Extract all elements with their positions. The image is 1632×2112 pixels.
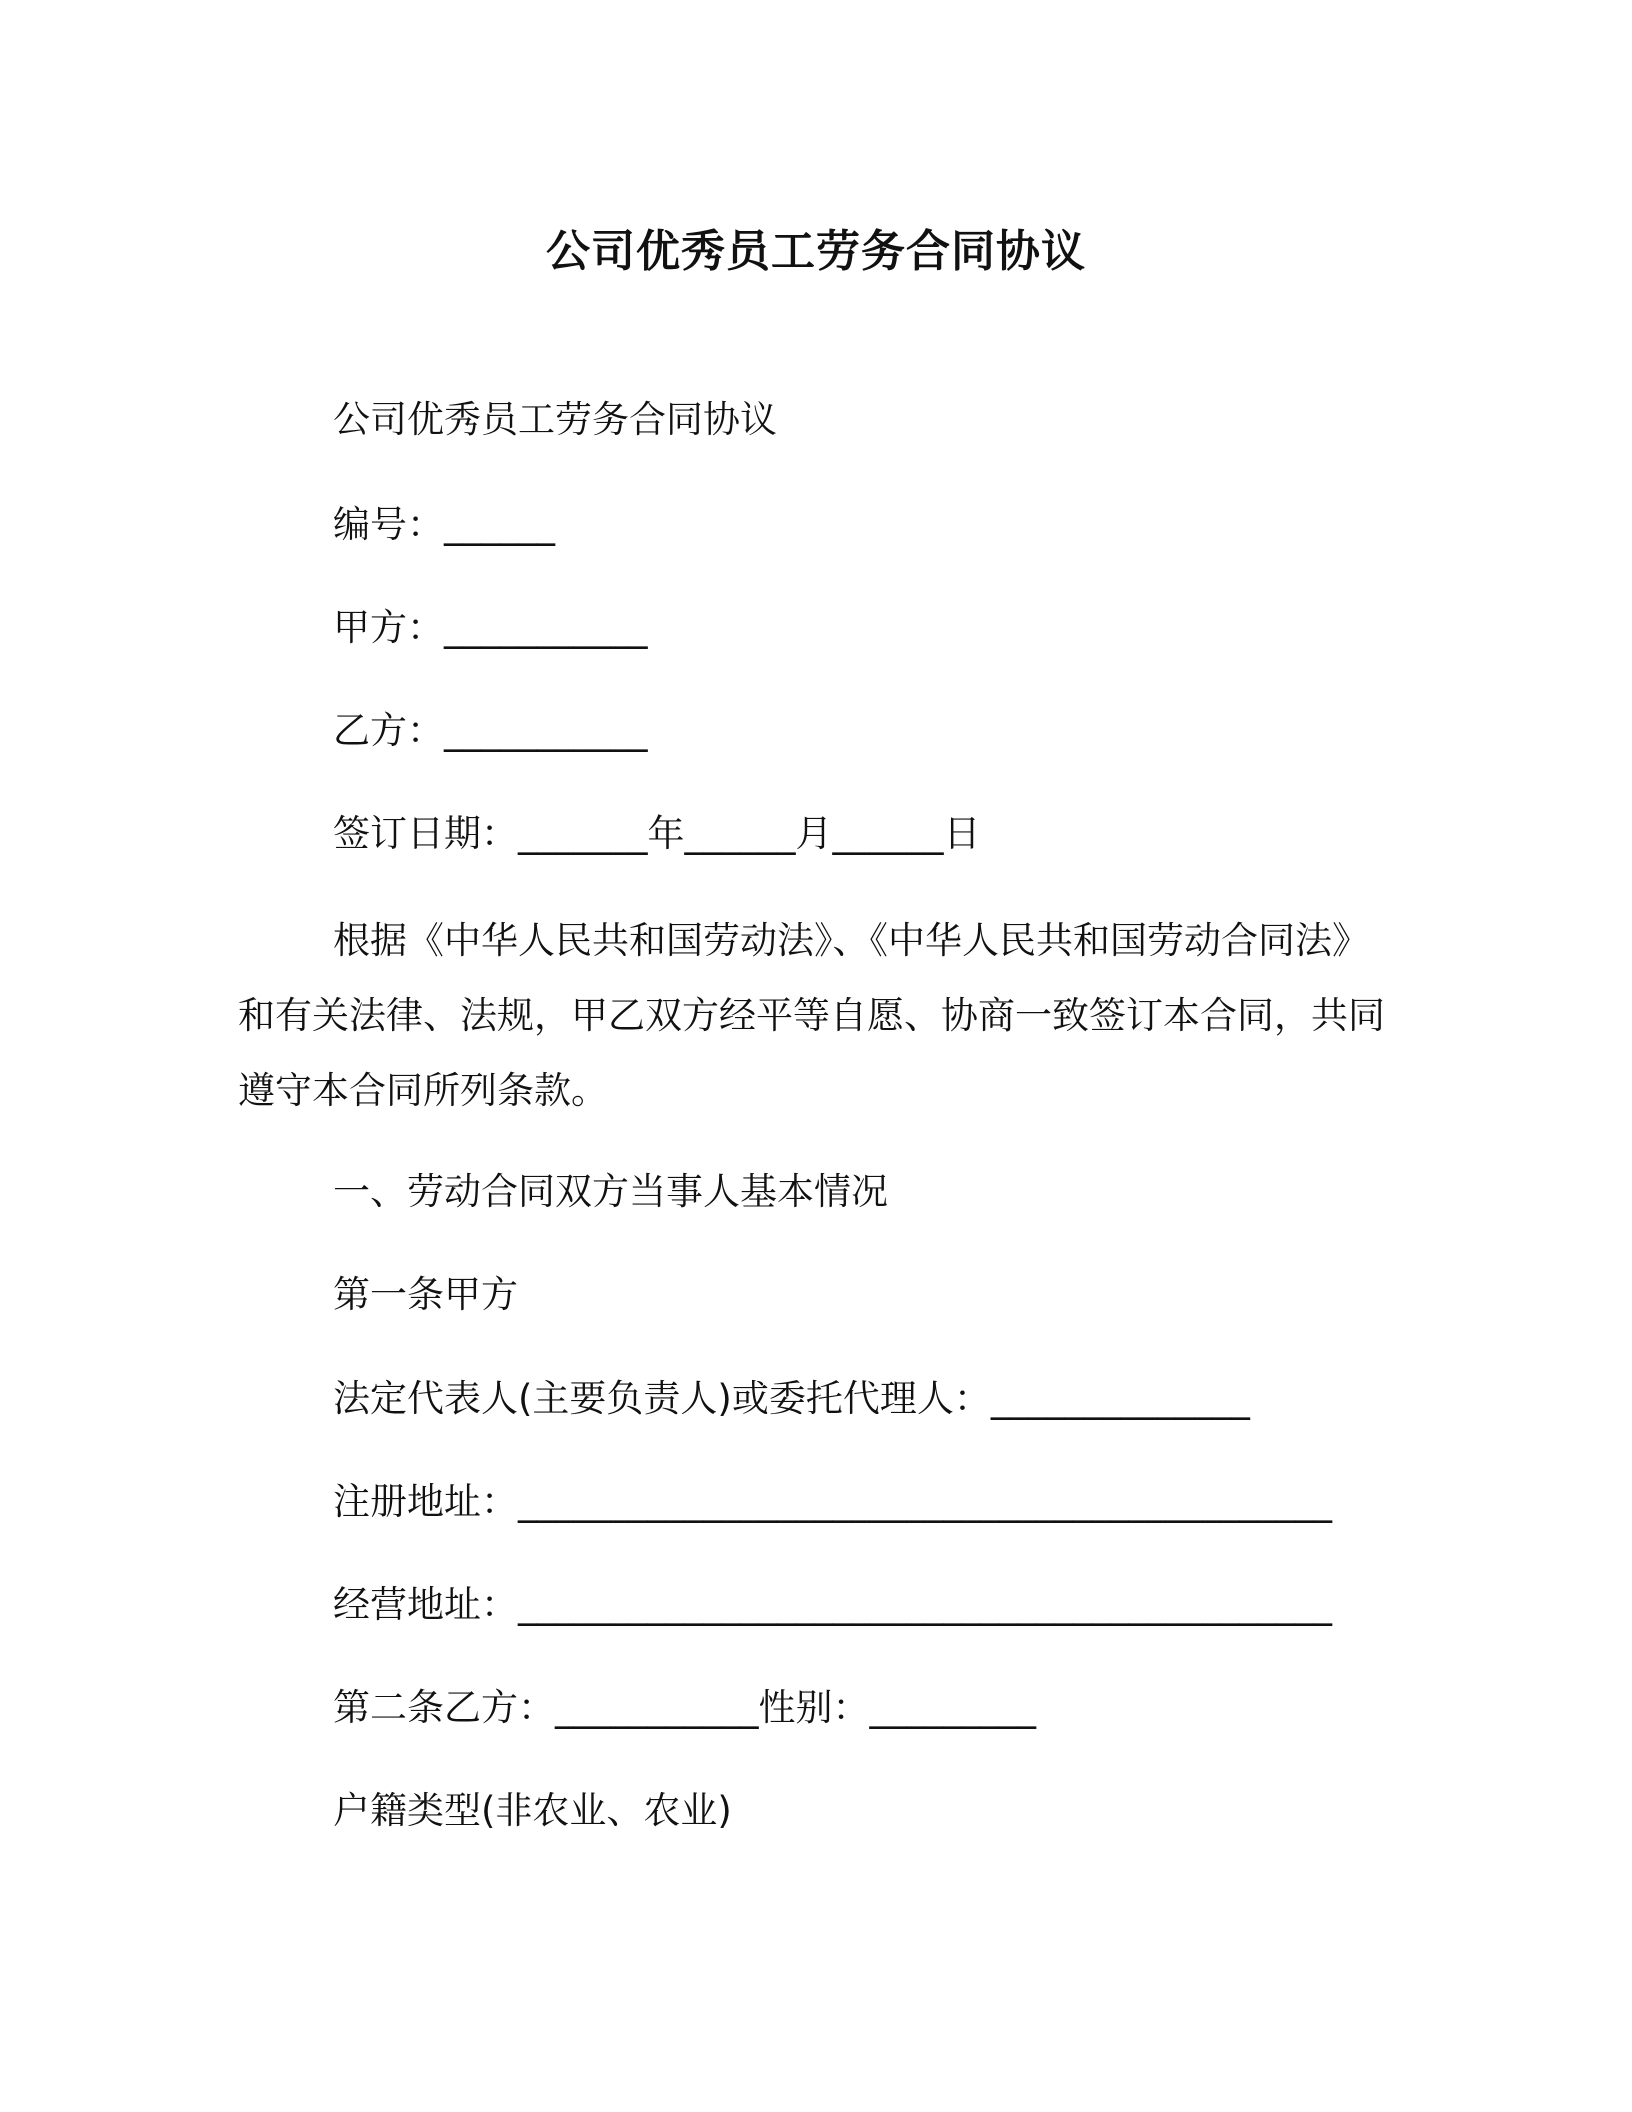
contract-number-field: 编号：______ xyxy=(333,503,555,546)
article-two-field: 第二条乙方：___________性别：_________ xyxy=(333,1686,1036,1729)
registered-address-field: 注册地址：____________________________________________ xyxy=(333,1480,1332,1523)
intro-paragraph: 根据《中华人民共和国劳动法》、《中华人民共和国劳动合同法》和有关法律、法规，甲乙双方经平等自愿、协商一致签订本合同，共同遵守本合同所列条款。 xyxy=(238,919,1385,1112)
business-address-field: 经营地址：____________________________________________ xyxy=(333,1583,1332,1626)
section-heading-one: 一、劳动合同双方当事人基本情况 xyxy=(333,1170,888,1213)
document-title: 公司优秀员工劳务合同协议 xyxy=(546,226,1086,277)
party-b-field: 乙方：___________ xyxy=(333,709,648,752)
article-one-heading: 第一条甲方 xyxy=(333,1273,518,1316)
household-type-field: 户籍类型(非农业、农业) xyxy=(333,1789,732,1832)
sign-date-field: 签订日期：_______年______月______日 xyxy=(333,812,981,855)
legal-representative-field: 法定代表人(主要负责人)或委托代理人：______________ xyxy=(333,1377,1250,1420)
document-subtitle: 公司优秀员工劳务合同协议 xyxy=(333,398,777,441)
party-a-field: 甲方：___________ xyxy=(333,606,648,649)
